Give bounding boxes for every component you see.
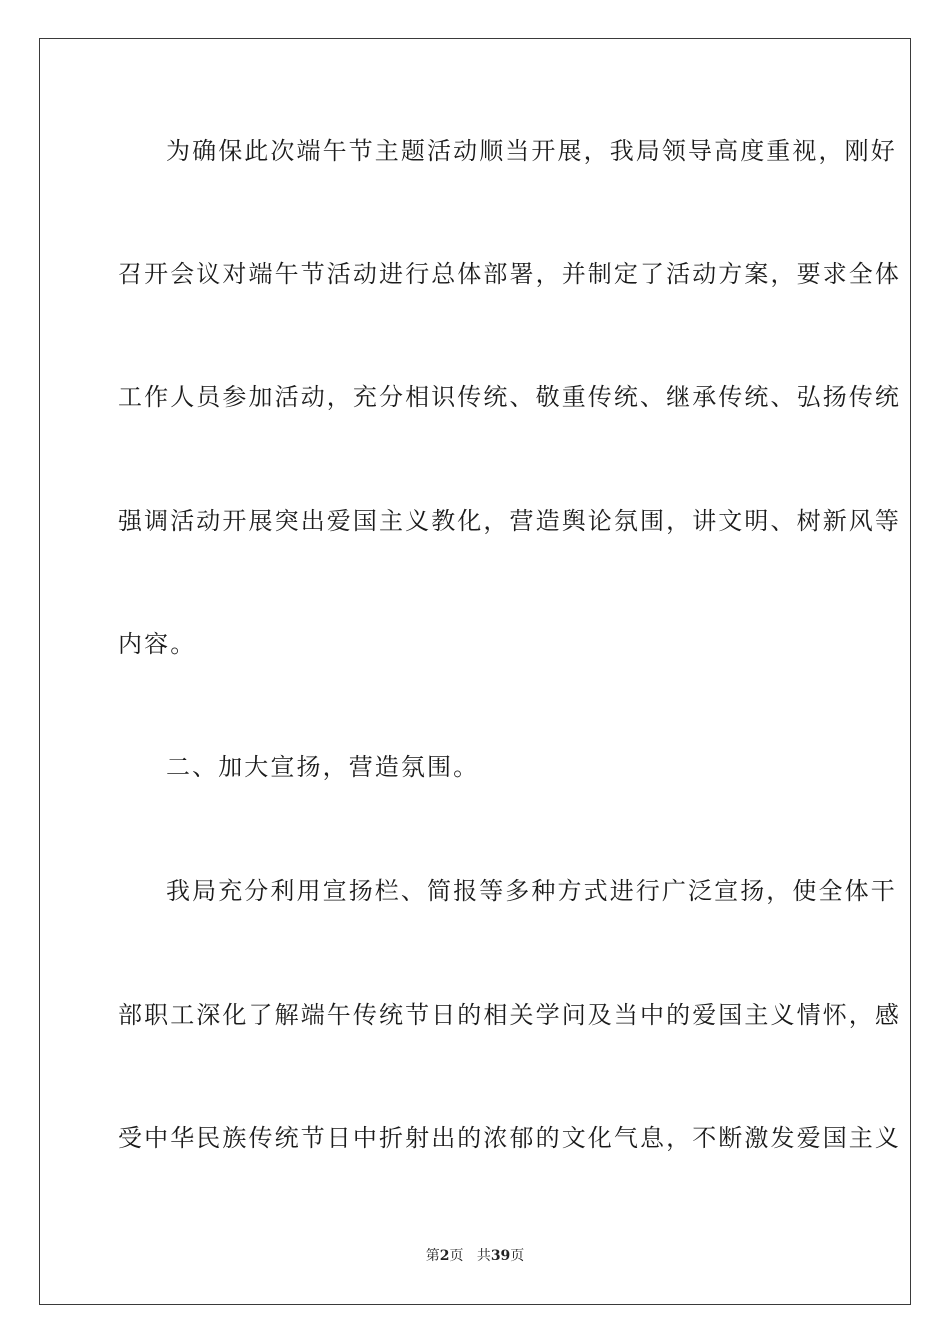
paragraph-1-line-5: 内容。 — [118, 630, 197, 658]
page-footer — [0, 1247, 950, 1265]
paragraph-2-line-3: 受中华民族传统节日中折射出的浓郁的文化气息，不断激发爱国主义 — [118, 1124, 901, 1152]
page-suffix: 页 — [449, 1248, 464, 1264]
page-border — [39, 38, 911, 1305]
page-prefix: 第 — [425, 1248, 440, 1264]
paragraph-2-line-2: 部职工深化了解端午传统节日的相关学问及当中的爱国主义情怀，感 — [118, 1001, 901, 1029]
paragraph-1-line-2: 召开会议对端午节活动进行总体部署，并制定了活动方案，要求全体 — [118, 260, 901, 288]
paragraph-1-line-4: 强调活动开展突出爱国主义教化，营造舆论氛围，讲文明、树新风等 — [118, 507, 901, 535]
total-prefix: 共 — [476, 1248, 491, 1264]
paragraph-1-line-3: 工作人员参加活动，充分相识传统、敬重传统、继承传统、弘扬传统 — [118, 383, 901, 411]
paragraph-2-line-1: 我局充分利用宣扬栏、简报等多种方式进行广泛宣扬，使全体干 — [166, 877, 897, 905]
paragraph-1-line-1: 为确保此次端午节主题活动顺当开展，我局领导高度重视，刚好 — [166, 137, 897, 165]
total-suffix: 页 — [510, 1248, 525, 1264]
page-number: 2 — [439, 1248, 450, 1264]
total-pages: 39 — [490, 1248, 511, 1264]
section-heading: 二、加大宣扬，营造氛围。 — [166, 753, 480, 781]
